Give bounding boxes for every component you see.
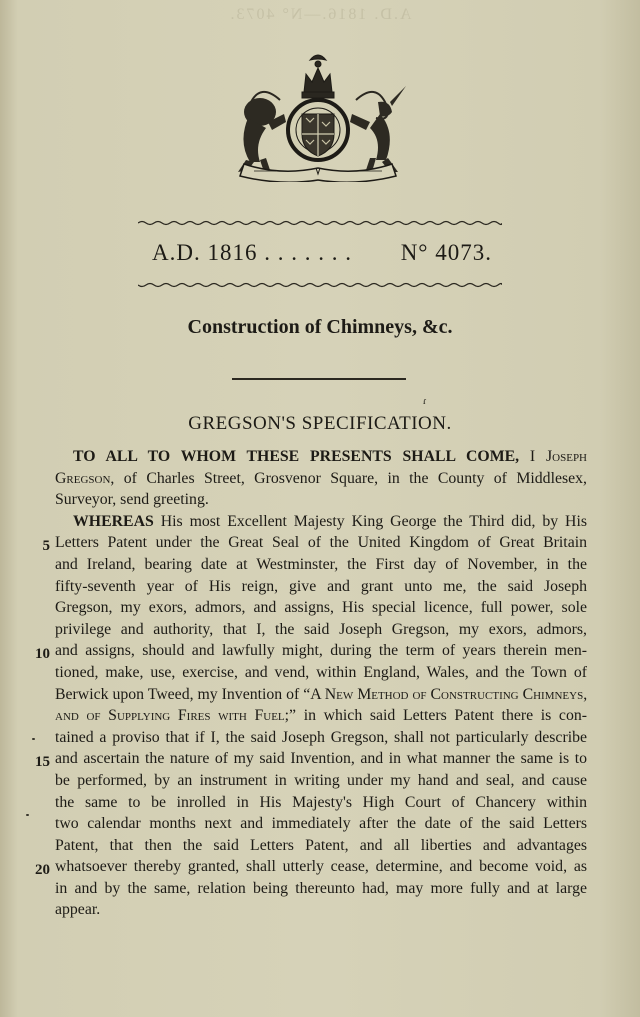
body-line: in and by the same, relation being thereunto had, may more fully and at large bbox=[55, 879, 587, 897]
royal-coat-of-arms bbox=[220, 52, 416, 182]
patent-year: A.D. 1816 . . . . . . . bbox=[152, 240, 352, 265]
body-line: the same to be inrolled in His Majesty's High Court of Chancery within bbox=[55, 793, 587, 811]
body-line: Surveyor, send greeting. bbox=[55, 491, 209, 509]
patent-subject: Construction of Chimneys, &c. bbox=[187, 316, 453, 338]
body-line: two calendar months next and immediately after the date of the said Letters bbox=[55, 815, 587, 833]
body-line: and of Supplying Fires with Fuel;” in which said Letters Patent there is con- bbox=[55, 707, 587, 725]
patent-number: N° 4073. bbox=[400, 240, 492, 265]
line-number: 10 bbox=[35, 646, 50, 662]
line-number: 20 bbox=[35, 862, 50, 878]
specification-title: GREGSON'S SPECIFICATION. bbox=[188, 413, 452, 434]
ink-speck bbox=[26, 814, 29, 816]
upper-ornamental-rule bbox=[138, 220, 502, 226]
patent-heading bbox=[152, 240, 492, 266]
body-line: Patent, that then the said Letters Patent, and all liberties and advantages bbox=[55, 836, 587, 854]
body-line: and Ireland, bearing date at Westminster, the First day of November, in the bbox=[55, 555, 587, 573]
line-number: 15 bbox=[35, 754, 50, 770]
body-line: and assigns, should and lawfully might, during the term of years therein men- bbox=[55, 642, 587, 660]
section-divider bbox=[232, 378, 406, 380]
lower-ornamental-rule bbox=[138, 282, 502, 288]
body-line: tioned, make, use, exercise, and vend, within England, Wales, and the Town of bbox=[55, 663, 587, 681]
line-number: 5 bbox=[42, 538, 50, 554]
bleed-through-header: A.D. 1816.—N° 4073. bbox=[228, 6, 412, 23]
body-line: be performed, by an instrument in writing under my hand and seal, and cause bbox=[55, 771, 587, 789]
body-line: Letters Patent under the Great Seal of the United Kingdom of Great Britain bbox=[55, 534, 587, 552]
body-line: WHEREAS His most Excellent Majesty King George the Third did, by His bbox=[73, 512, 587, 530]
body-line: and ascertain the nature of my said Invention, and in what manner the same is to bbox=[55, 750, 587, 768]
body-line: TO ALL TO WHOM THESE PRESENTS SHALL COME, I Joseph bbox=[73, 448, 587, 465]
body-line: Gregson, of Charles Street, Grosvenor Square, in the County of Middlesex, bbox=[55, 469, 587, 487]
body-line: Berwick upon Tweed, my Invention of “A New Method of Constructing Chimneys, bbox=[55, 685, 587, 703]
ink-mark: ɾ bbox=[423, 396, 427, 407]
body-line: tained a proviso that if I, the said Joseph Gregson, shall not particularly describe bbox=[55, 728, 587, 746]
body-line: privilege and authority, that I, the said Joseph Gregson, my exors, admors, bbox=[55, 620, 587, 638]
body-line: appear. bbox=[55, 901, 101, 919]
body-line: fifty-seventh year of His reign, give and grant unto me, the said Joseph bbox=[55, 577, 587, 595]
ink-speck bbox=[32, 738, 35, 740]
body-line: Gregson, my exors, admors, and assigns, His special licence, full power, sole bbox=[55, 599, 587, 617]
body-line: whatsoever thereby granted, shall utterly cease, determine, and become void, as bbox=[55, 858, 587, 876]
specification-body bbox=[55, 446, 587, 921]
